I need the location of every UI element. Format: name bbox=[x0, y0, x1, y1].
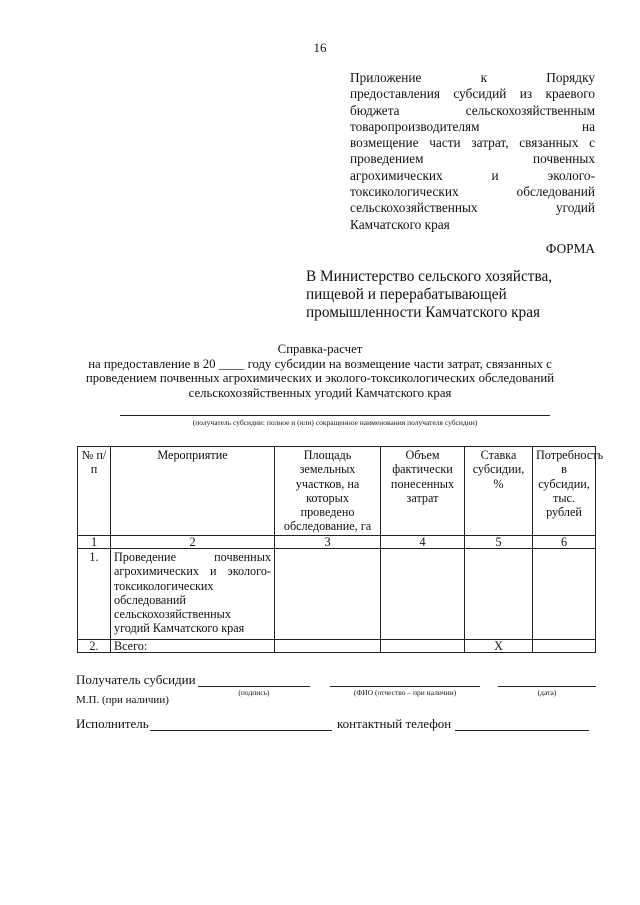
activity-line: токсикологических bbox=[114, 578, 214, 593]
header-cell-activity: Мероприятие bbox=[111, 447, 275, 536]
header-cell-number: № п/п bbox=[78, 447, 111, 536]
recipient-blank-line[interactable] bbox=[120, 415, 550, 416]
document-title: Справка-расчет bbox=[277, 342, 363, 356]
fio-line[interactable] bbox=[330, 686, 480, 687]
page-number: 16 bbox=[313, 40, 327, 55]
row-need-cell[interactable] bbox=[533, 549, 596, 640]
header-cell-area: Площадь земельных участков, на которых проведено обследование, га bbox=[275, 447, 381, 536]
appendix-line: товаропроизводителям на bbox=[350, 118, 595, 134]
table-header-row bbox=[78, 447, 596, 536]
column-number: 4 bbox=[381, 536, 465, 549]
row-number: 1. bbox=[78, 549, 111, 640]
column-number: 5 bbox=[465, 536, 533, 549]
date-caption: (дата) bbox=[537, 688, 557, 697]
activity-line: сельскохозяйственных bbox=[114, 607, 231, 622]
fio-caption: (ФИО (отчество – при наличии) bbox=[353, 688, 457, 697]
row-number: 2. bbox=[78, 640, 111, 653]
header-cell-rate: Ставка субсидии, % bbox=[465, 447, 533, 536]
appendix-line: бюджета сельскохозяйственным bbox=[350, 102, 595, 118]
appendix-line: возмещение части затрат, связанных с bbox=[350, 135, 595, 151]
row-activity: Всего: bbox=[111, 640, 275, 653]
header-cell-need: Потребность в субсидии, тыс. рублей bbox=[533, 447, 596, 536]
appendix-line: агрохимических и эколого- bbox=[350, 167, 595, 183]
column-number: 3 bbox=[275, 536, 381, 549]
column-number-row bbox=[78, 536, 596, 549]
total-area-cell[interactable] bbox=[275, 640, 381, 653]
document-heading bbox=[60, 342, 580, 401]
table-row-total bbox=[78, 640, 596, 653]
stamp-note: М.П. (при наличии) bbox=[76, 694, 169, 706]
forma-label: ФОРМА bbox=[545, 241, 595, 256]
executor-label: Исполнитель bbox=[76, 716, 149, 731]
addressee-line: промышленности Камчатского края bbox=[306, 304, 541, 321]
subsidy-table bbox=[77, 446, 604, 653]
appendix-line: сельскохозяйственных угодий bbox=[350, 200, 595, 216]
row-area-cell[interactable] bbox=[275, 549, 381, 640]
activity-line: обследований bbox=[114, 592, 186, 607]
signature-caption: (подпись) bbox=[238, 688, 270, 697]
recipient-caption: (получатель субсидии: полное и (или) сокращенное наименования получателя субсидии) bbox=[192, 418, 478, 427]
addressee-line: В Министерство сельского хозяйства, bbox=[306, 268, 553, 285]
row-rate-cell[interactable] bbox=[465, 549, 533, 640]
appendix-line: Приложение к Порядку bbox=[350, 70, 595, 85]
column-number: 1 bbox=[78, 536, 111, 549]
addressee-line: пищевой и перерабатывающей bbox=[306, 286, 507, 303]
column-number: 2 bbox=[111, 536, 275, 549]
activity-line: угодий Камчатского края bbox=[114, 621, 245, 636]
recipient-label: Получатель субсидии bbox=[76, 672, 196, 687]
heading-line: проведением почвенных агрохимических и эколого-токсикологических обследований bbox=[85, 371, 555, 386]
table-row bbox=[78, 549, 596, 640]
heading-line: сельскохозяйственных угодий Камчатского края bbox=[188, 386, 452, 401]
signature-line[interactable] bbox=[198, 686, 310, 687]
appendix-block bbox=[350, 70, 595, 233]
heading-line: на предоставление в 20 ____ году субсидии на возмещение части затрат, связанных с bbox=[88, 356, 552, 371]
appendix-line: предоставления субсидий из краевого bbox=[350, 86, 595, 102]
appendix-line: проведением почвенных bbox=[350, 151, 595, 167]
row-activity bbox=[111, 549, 275, 640]
activity-line: агрохимических и эколого- bbox=[114, 564, 271, 579]
row-costs-cell[interactable] bbox=[381, 549, 465, 640]
addressee-block bbox=[306, 268, 552, 322]
appendix-line: токсикологических обследований bbox=[350, 184, 595, 200]
executor-line[interactable] bbox=[150, 730, 332, 731]
header-cell-costs: Объем фактически понесенных затрат bbox=[381, 447, 465, 536]
phone-label: контактный телефон bbox=[337, 716, 452, 731]
activity-line: Проведение почвенных bbox=[114, 550, 271, 564]
total-need-cell[interactable] bbox=[533, 640, 596, 653]
appendix-line: Камчатского края bbox=[350, 216, 450, 232]
total-rate-cell: Х bbox=[465, 640, 533, 653]
total-costs-cell[interactable] bbox=[381, 640, 465, 653]
date-line[interactable] bbox=[498, 686, 596, 687]
phone-line[interactable] bbox=[455, 730, 589, 731]
column-number: 6 bbox=[533, 536, 596, 549]
